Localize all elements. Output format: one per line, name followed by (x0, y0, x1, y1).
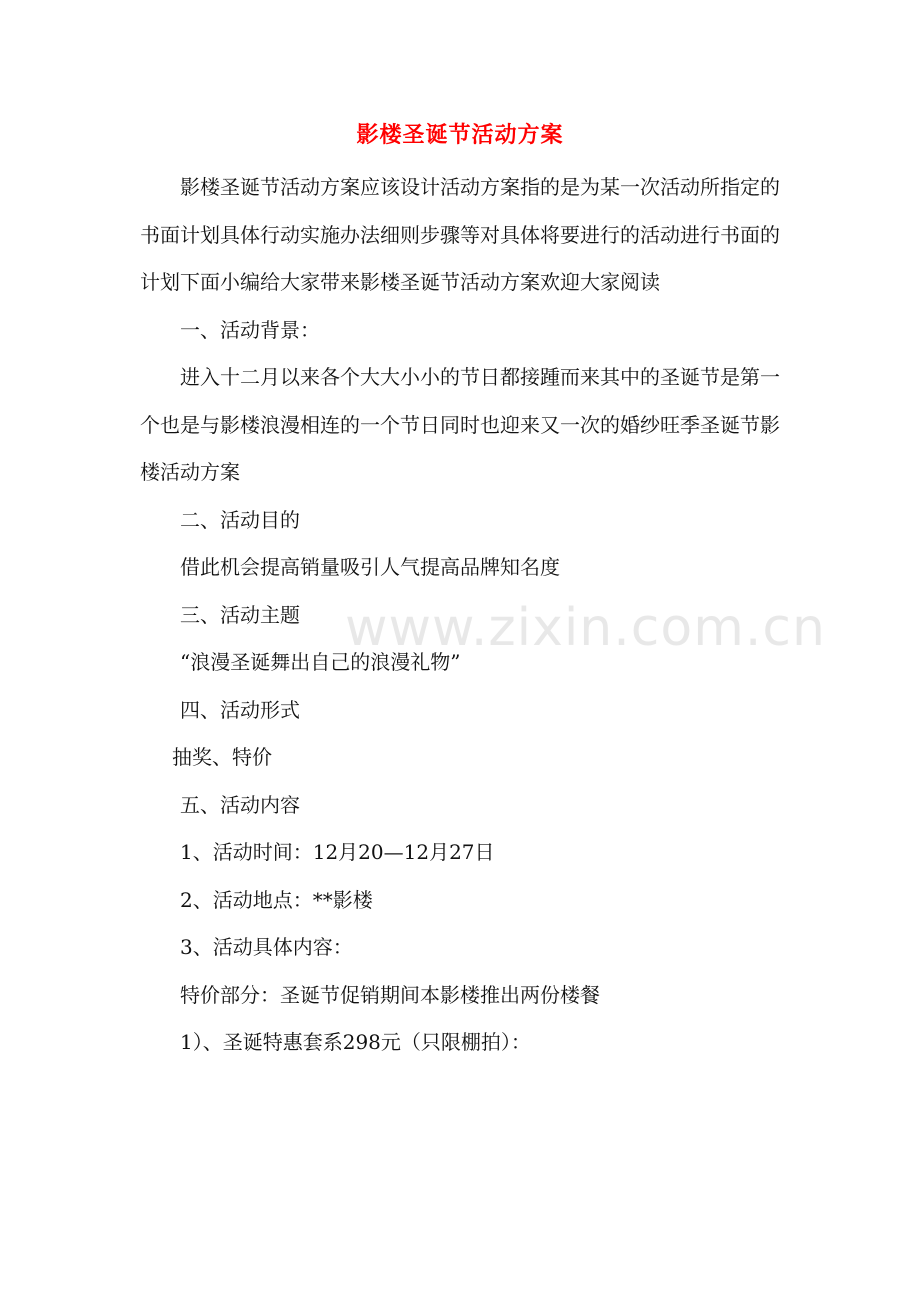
activity-detail-item: 3、活动具体内容： (180, 935, 353, 959)
section-1-heading: 一、活动背景： (180, 317, 320, 342)
section-4-heading: 四、活动形式 (180, 697, 300, 722)
section-1-body: 进入十二月以来各个大大小小的节日都接踵而来其中的圣诞节是第一个也是与影楼浪漫相连的一个节日同时也迎来又一次的婚纱旺季圣诞节影楼活动方案 (140, 365, 780, 484)
section-2-heading: 二、活动目的 (180, 507, 300, 532)
section-3-heading: 三、活动主题 (180, 602, 300, 627)
document-body (140, 164, 780, 1067)
section-5-heading: 五、活动内容 (180, 792, 300, 817)
activity-location-item: 2、活动地点：**影楼 (180, 887, 373, 912)
watermark: www.zixin.com.cn (345, 598, 826, 658)
intro-paragraph: 影楼圣诞节活动方案应该设计活动方案指的是为某一次活动所指定的书面计划具体行动实施办法细则步骤等对具体将要进行的活动进行书面的计划下面小编给大家带来影楼圣诞节活动方案欢迎大家阅读 (140, 175, 780, 294)
document-title: 影楼圣诞节活动方案 (356, 122, 564, 148)
section-2-body: 借此机会提高销量吸引人气提高品牌知名度 (180, 555, 560, 579)
activity-time-item: 1、活动时间：12月20—12月27日 (180, 840, 495, 864)
section-4-body: 抽奖、特价 (172, 745, 272, 769)
section-3-body: “浪漫圣诞舞出自己的浪漫礼物” (180, 650, 461, 674)
package-1-item: 1）、圣诞特惠套系298元（只限棚拍）： (180, 1030, 531, 1054)
special-offer-paragraph: 特价部分：圣诞节促销期间本影楼推出两份楼餐 (180, 982, 600, 1007)
